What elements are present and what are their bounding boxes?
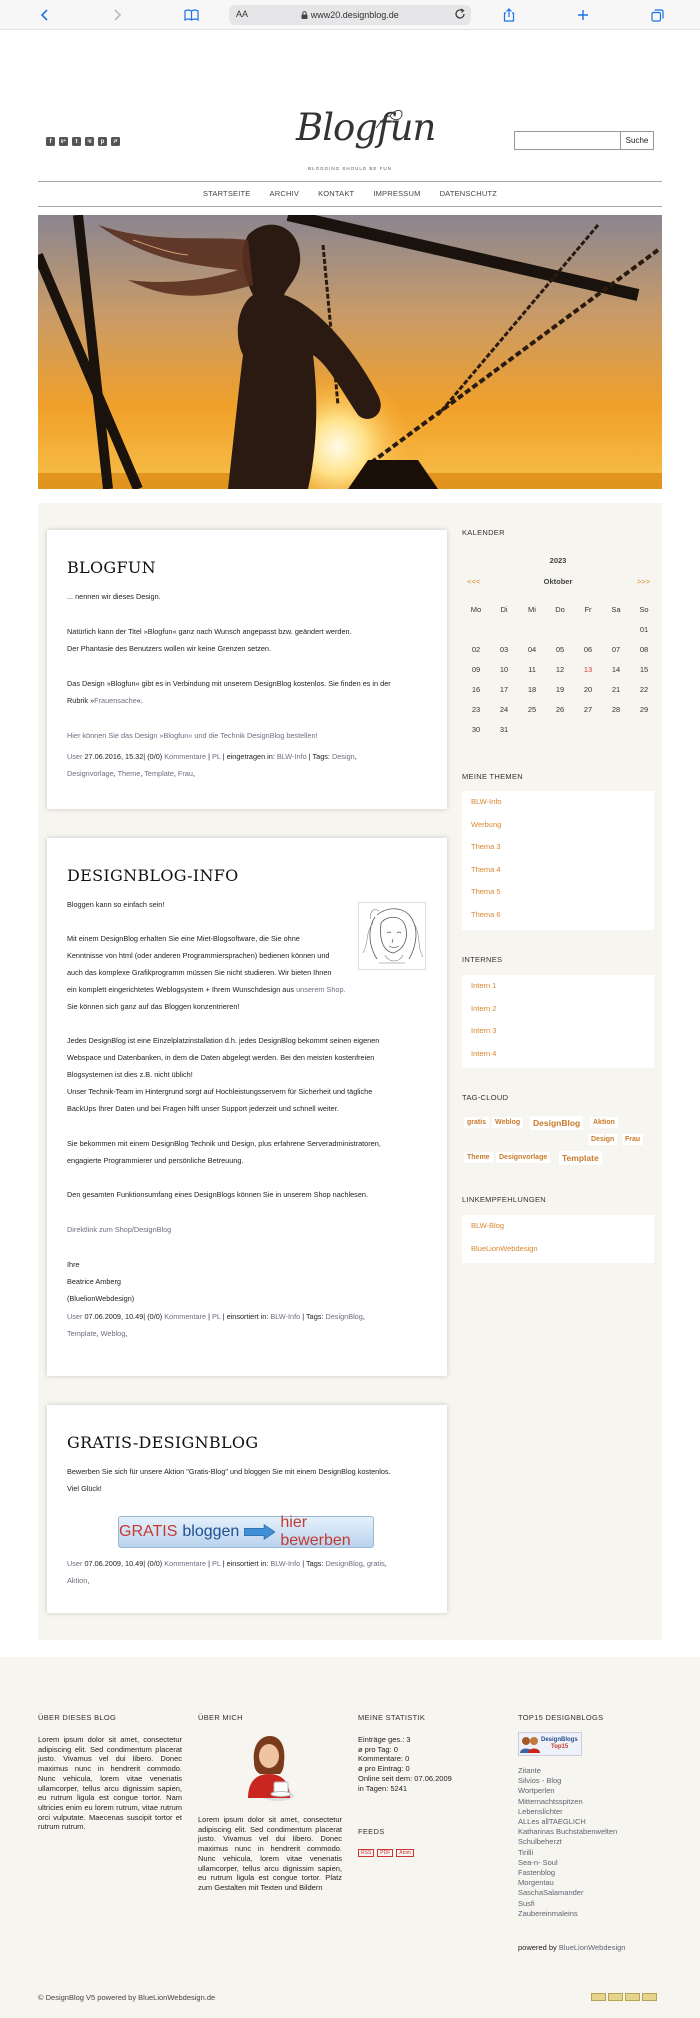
valid-xhtml-badge[interactable] — [608, 1993, 623, 2001]
post-meta-tags: Aktion, — [67, 1576, 90, 1585]
atom-feed-button[interactable]: Atom — [396, 1849, 414, 1857]
search-button[interactable]: Suche — [620, 131, 654, 150]
calendar-day[interactable]: 02 — [471, 645, 481, 654]
post-text: Bewerben Sie sich für unsere Aktion "Gratis-Blog" und bloggen Sie mit einem DesignBlog kostenlos. — [67, 1467, 391, 1476]
themes-heading: MEINE THEMEN — [462, 772, 523, 781]
permalink[interactable]: PL — [212, 1559, 221, 1568]
weekday: Mi — [528, 605, 536, 614]
calendar-week — [462, 725, 658, 745]
frauensache-link[interactable]: Frauensache — [94, 696, 137, 705]
post-gratis-designblog — [47, 1405, 447, 1613]
cloud-tag[interactable]: Template — [559, 1151, 602, 1165]
cloud-tag[interactable]: DesignBlog — [530, 1116, 583, 1130]
post-text: Der Phantasie des Benutzers wollen wir keine Grenzen setzen. — [67, 644, 272, 653]
calendar-day[interactable]: 03 — [499, 645, 509, 654]
cloud-tag[interactable]: Weblog — [492, 1117, 523, 1128]
top15-link[interactable]: SaschaSalamander — [518, 1888, 584, 1898]
calendar-week — [462, 685, 658, 705]
meta-user[interactable]: User — [67, 752, 83, 761]
intern-link[interactable]: Intern 2 — [471, 1003, 497, 1013]
calendar-day[interactable]: 17 — [499, 685, 509, 694]
post-meta: User 07.06.2009, 10.49| (0/0) Kommentare | PL | einsortiert in: BLW-Info | Tags: DesignBlog, — [67, 1312, 365, 1321]
reader-aa-button[interactable]: AA — [236, 9, 249, 19]
footer-me-text: Lorem ipsum dolor sit amet, consectetur adipiscing elit. Sed condimentum placerat justo. Vivamus vel dui libero. Donec maximus nunc in hendrerit commodo. Nunc vehicula, lorem vitae venenatis ullamcorper, tellus arcu dignissim sapien, eu rutrum ligula est congue tortor. Platz zum Gestalten mit Texten und Bildern — [198, 1815, 342, 1892]
post-meta-tags: Template, Weblog, — [67, 1329, 128, 1338]
post-text: Beatrice Amberg — [67, 1277, 121, 1286]
comments-link[interactable]: Kommentare — [164, 752, 207, 761]
calendar-day — [602, 725, 630, 745]
order-link[interactable]: Hier können Sie das Design »Blogfun« und die Technik DesignBlog bestellen! — [67, 731, 318, 740]
instagram-icon[interactable]: ig — [85, 137, 94, 146]
tag-link[interactable]: Design — [331, 752, 355, 761]
calendar-day[interactable]: 18 — [527, 685, 537, 694]
top15-badge[interactable] — [518, 1732, 582, 1756]
facebook-icon[interactable]: f — [46, 137, 55, 146]
post-text: Mit einem DesignBlog erhalten Sie eine Miet-Blogsoftware, die Sie ohne — [67, 934, 300, 943]
youtube-icon[interactable]: yt — [111, 137, 120, 146]
footer-me-heading: ÜBER MICH — [198, 1713, 243, 1722]
post-blogfun — [47, 530, 447, 809]
post-title[interactable]: GRATIS-DESIGNBLOG — [67, 1433, 259, 1452]
post-text: Bloggen kann so einfach sein! — [67, 900, 165, 909]
nav-archiv[interactable]: ARCHIV — [269, 189, 300, 198]
cloud-tag[interactable]: gratis — [464, 1117, 489, 1128]
theme-link[interactable]: Thema 3 — [471, 842, 501, 851]
calendar-day[interactable]: 05 — [555, 645, 565, 654]
top15-link[interactable]: Silvios - Blog — [518, 1776, 562, 1786]
tabs-icon[interactable] — [649, 7, 665, 23]
stat-line: Kommentare: 0 — [358, 1754, 410, 1764]
calendar-week — [462, 645, 658, 665]
lock-icon — [301, 11, 308, 19]
calendar-day[interactable]: 26 — [555, 705, 565, 714]
calendar-week — [462, 625, 658, 645]
calendar-day[interactable]: 11 — [528, 665, 536, 674]
social-icons — [46, 137, 120, 146]
post-text: auch das komplexe Grafikprogramm müssen Sie nicht studieren. Wir bieten Ihnen — [67, 968, 332, 977]
banner-text: bloggen — [182, 1523, 240, 1540]
calendar-prev[interactable]: <<< — [467, 577, 481, 586]
feeds-heading: FEEDS — [358, 1827, 385, 1836]
theme-link[interactable]: Thema 5 — [471, 887, 501, 896]
post-designblog-info — [47, 838, 447, 1376]
meta-date: 27.06.2016, 15.32 — [84, 752, 144, 761]
category-link[interactable]: BLW-Info — [270, 1559, 301, 1568]
post-text: Viel Glück! — [67, 1484, 102, 1493]
weekday: Fr — [584, 605, 592, 614]
top15-link[interactable]: Mitternachtsspitzen — [518, 1796, 583, 1806]
calendar-year: 2023 — [549, 556, 567, 565]
banner-text: GRATIS — [119, 1523, 178, 1540]
meta-label: eingetragen in: — [226, 752, 275, 761]
calendar-day — [574, 625, 602, 645]
back-icon[interactable] — [37, 7, 53, 23]
post-text: Natürlich kann der Titel »Blogfun« ganz nach Wunsch angepasst bzw. geändert werden. — [67, 627, 352, 636]
links-heading: LINKEMPFEHLUNGEN — [462, 1195, 546, 1204]
calendar-day — [518, 725, 546, 745]
address-bar[interactable] — [229, 5, 471, 25]
nav-datenschutz[interactable]: DATENSCHUTZ — [439, 189, 498, 198]
comments-link[interactable]: Kommentare — [164, 1312, 207, 1321]
intern-link[interactable]: Intern 4 — [471, 1048, 497, 1058]
nav-divider-bottom — [38, 206, 662, 207]
meta-date: 07.06.2009, 10.49 — [84, 1312, 144, 1321]
post-text: Das Design »Blogfun« gibt es in Verbindung mit unserem DesignBlog kostenlos. Sie finden es in der — [67, 679, 391, 688]
meta-counter: (0/0) — [147, 1559, 163, 1568]
twitter-icon[interactable]: t — [72, 137, 81, 146]
permalink[interactable]: PL — [212, 1312, 221, 1321]
weekday: Do — [555, 605, 565, 614]
meta-label: einsortiert in: — [226, 1312, 269, 1321]
post-text-part: ein komplett eingerichtetes Weblogsystem + Ihrem Wunschdesign aus — [67, 985, 297, 994]
browser-toolbar — [0, 0, 700, 30]
calendar-week — [462, 705, 658, 725]
calendar-day[interactable]: 31 — [499, 725, 509, 734]
post-text: Sie bekommen mit einem DesignBlog Technik und Design, plus erfahrene Serveradministratoren, — [67, 1139, 381, 1148]
category-link[interactable]: BLW-Info — [276, 752, 307, 761]
footer-top-heading: TOP15 DESIGNBLOGS — [518, 1713, 604, 1722]
post-text: BackUps Ihrer Daten und bei Fragen hilft unser Support jederzeit und schnell weiter. — [67, 1104, 339, 1113]
calendar-day — [490, 625, 518, 645]
meta-label: Tags: — [306, 1312, 324, 1321]
shop-link[interactable]: unserem Shop. — [296, 985, 346, 994]
theme-link[interactable]: Thema 4 — [471, 864, 501, 874]
permalink[interactable]: PL — [212, 752, 221, 761]
avatar-icon — [238, 1732, 302, 1804]
tag-link[interactable]: Template — [144, 769, 174, 778]
top15-link[interactable]: Fastenblog — [518, 1868, 556, 1878]
recommend-link[interactable]: BlueLionWebdesign — [471, 1243, 538, 1253]
tag-link[interactable]: DesignBlog — [325, 1559, 363, 1568]
valid-atom-badge[interactable] — [642, 1993, 657, 2001]
meta-date: 07.06.2009, 10.49 — [84, 1559, 144, 1568]
post-text: Webspace und Datenbanken, in dem die Daten abgelegt werden. Bei den meisten kostenfreien — [67, 1053, 375, 1062]
nav-kontakt[interactable]: KONTAKT — [318, 189, 355, 198]
calendar-weekdays — [462, 605, 658, 625]
pinterest-icon[interactable]: p — [98, 137, 107, 146]
top15-link[interactable]: Zitante — [518, 1766, 541, 1775]
stat-line: ø pro Tag: 0 — [358, 1744, 398, 1754]
top15-link[interactable]: Lebenslichter — [518, 1806, 563, 1816]
top15-link[interactable]: Katharinas Buchstabenwelten — [518, 1827, 618, 1837]
footer-about-heading: ÜBER DIESES BLOG — [38, 1713, 117, 1722]
rss-feed-button[interactable]: RSS — [358, 1849, 374, 1857]
calendar-day[interactable]: 15 — [639, 665, 649, 674]
calendar-day[interactable]: 27 — [583, 705, 593, 714]
pdf-feed-button[interactable]: PDF — [377, 1849, 393, 1857]
calendar-day[interactable]: 24 — [499, 705, 509, 714]
recommend-link[interactable]: BLW-Blog — [471, 1221, 505, 1230]
calendar-day — [462, 625, 490, 645]
shop-direct-link[interactable]: Direktlink zum Shop/DesignBlog — [67, 1225, 172, 1234]
calendar-day — [518, 625, 546, 645]
calendar-day[interactable]: 09 — [471, 665, 481, 674]
calendar-day[interactable]: 12 — [555, 665, 565, 674]
calendar-day — [574, 725, 602, 745]
header-image — [38, 215, 662, 489]
weekday: Sa — [611, 605, 621, 614]
cloud-tag[interactable]: Designvorlage — [496, 1152, 550, 1163]
nav-impressum[interactable]: IMPRESSUM — [373, 189, 421, 198]
calendar-day — [602, 625, 630, 645]
category-link[interactable]: BLW-Info — [270, 1312, 301, 1321]
valid-rss-badge[interactable] — [625, 1993, 640, 2001]
post-title[interactable]: BLOGFUN — [67, 558, 156, 577]
links-list — [462, 1215, 654, 1263]
top15-link[interactable]: Susfi — [518, 1898, 535, 1908]
stat-line: Einträge ges.: 3 — [358, 1735, 411, 1744]
top15-link[interactable]: Morgentau — [518, 1878, 554, 1888]
banner-text: hier bewerben — [280, 1514, 351, 1549]
calendar-day[interactable]: 04 — [527, 645, 537, 654]
tag-link[interactable]: Theme — [117, 769, 141, 778]
cloud-tag[interactable]: Theme — [464, 1152, 493, 1163]
stat-line: Online seit dem: 07.06.2009 — [358, 1773, 452, 1783]
weekday: So — [639, 605, 649, 614]
arrow-right-icon — [244, 1524, 275, 1540]
post-text: Ihre — [67, 1260, 80, 1269]
post-text: Den gesamten Funktionsumfang eines DesignBlogs können Sie in unserem Shop nachlesen. — [67, 1190, 368, 1199]
cloud-tag[interactable]: Frau — [622, 1134, 643, 1145]
cloud-tag[interactable]: Aktion — [590, 1117, 618, 1128]
calendar-day[interactable]: 10 — [499, 665, 509, 674]
post-text — [67, 696, 435, 706]
badge-label: Top15 — [551, 1744, 569, 1750]
top15-link[interactable]: Sea-n- Soul — [518, 1857, 558, 1867]
tag-link[interactable]: Frau — [177, 769, 193, 778]
url-label: www20.designblog.de — [310, 10, 399, 20]
top15-link[interactable]: Schulbeherzt — [518, 1837, 562, 1847]
tag-link[interactable]: gratis — [366, 1559, 385, 1568]
calendar-day[interactable]: 01 — [639, 625, 649, 634]
post-text: Sie können sich ganz auf das Bloggen konzentrieren! — [67, 1002, 240, 1011]
meta-label: Tags: — [312, 752, 330, 761]
internes-list — [462, 975, 654, 1068]
calendar-week — [462, 665, 658, 685]
forward-icon[interactable] — [109, 7, 125, 23]
meta-user[interactable]: User — [67, 1312, 83, 1321]
post-text — [67, 985, 435, 995]
footer-stats-heading: MEINE STATISTIK — [358, 1713, 426, 1722]
calendar-day[interactable]: 08 — [639, 645, 649, 654]
new-tab-icon[interactable] — [575, 7, 591, 23]
weekday: Mo — [470, 605, 482, 614]
themes-list — [462, 791, 654, 930]
calendar-day[interactable]: 19 — [555, 685, 565, 694]
post-text: ... nennen wir dieses Design. — [67, 592, 161, 601]
calendar-heading: KALENDER — [462, 528, 505, 537]
calendar-day[interactable]: 07 — [611, 645, 621, 654]
comments-link[interactable]: Kommentare — [164, 1559, 207, 1568]
post-text: Kenntnisse von html (oder anderen Programmiersprachen) bedienen können und — [67, 951, 330, 960]
share-icon[interactable] — [501, 7, 517, 23]
meta-counter: (0/0) — [147, 1312, 163, 1321]
calendar-day[interactable]: 23 — [471, 705, 481, 714]
calendar-month: Oktober — [543, 577, 573, 586]
calendar-day[interactable]: 29 — [639, 705, 649, 714]
calendar-day — [546, 725, 574, 745]
stat-line: in Tagen: 5241 — [358, 1783, 408, 1793]
meta-label: einsortiert in: — [226, 1559, 269, 1568]
post-text: engagierte Programmierer und persönliche Betreuung. — [67, 1156, 244, 1165]
reload-icon[interactable] — [454, 8, 466, 22]
calendar-day — [630, 725, 658, 745]
people-icon — [519, 1733, 541, 1755]
theme-link[interactable]: Thema 6 — [471, 909, 501, 919]
top15-link[interactable]: Tirilli — [518, 1847, 534, 1857]
bookmarks-icon[interactable] — [183, 7, 199, 23]
tag-link[interactable]: Template — [67, 1329, 97, 1338]
post-meta-tags: Designvorlage, Theme, Template, Frau, — [67, 769, 195, 778]
meta-user[interactable]: User — [67, 1559, 83, 1568]
nav-divider-top — [38, 181, 662, 182]
tag-link[interactable]: Aktion — [67, 1576, 88, 1585]
intern-link[interactable]: Intern 1 — [471, 981, 497, 990]
calendar-day[interactable]: 25 — [527, 705, 537, 714]
powered-by — [518, 1943, 625, 1953]
tag-link[interactable]: DesignBlog — [325, 1312, 363, 1321]
post-title[interactable]: DESIGNBLOG-INFO — [67, 866, 239, 885]
calendar-day[interactable]: 30 — [471, 725, 481, 734]
post-text: Unser Technik-Team im Hintergrund sorgt auf Hochleistungsservern für Sicherheit und tägliche — [67, 1087, 373, 1096]
powered-by-link[interactable]: BlueLionWebdesign — [558, 1943, 626, 1952]
valid-css-badge[interactable] — [591, 1993, 606, 2001]
calendar-day[interactable]: 14 — [611, 665, 621, 674]
heart-icon — [372, 102, 408, 130]
post-text-part: Rubrik » — [67, 696, 95, 705]
nav-startseite[interactable]: STARTSEITE — [202, 189, 251, 198]
post-text: (BluelionWebdesign) — [67, 1294, 135, 1303]
calendar-day[interactable]: 13 — [583, 665, 593, 674]
top15-badge-text — [541, 1737, 578, 1751]
top15-link[interactable]: ALLes allTAEGLICH — [518, 1817, 586, 1827]
top15-link[interactable]: Zaubereinmaleins — [518, 1908, 578, 1918]
search-input[interactable] — [514, 131, 621, 150]
top15-link[interactable]: Wortperlen — [518, 1786, 555, 1796]
calendar-day[interactable]: 21 — [611, 685, 621, 694]
feed-buttons — [358, 1849, 417, 1857]
calendar-day[interactable]: 06 — [583, 645, 593, 654]
post-meta: User 07.06.2009, 10.49| (0/0) Kommentare | PL | einsortiert in: BLW-Info | Tags: DesignBlog, gratis, — [67, 1559, 387, 1568]
calendar-day[interactable]: 20 — [583, 685, 593, 694]
internes-heading: INTERNES — [462, 955, 503, 964]
calendar-day[interactable]: 22 — [639, 685, 649, 694]
logo-wordmark: Blogfun — [296, 106, 436, 149]
calendar-day — [546, 625, 574, 645]
tagcloud-heading: TAG-CLOUD — [462, 1093, 509, 1102]
powered-label: powered by — [518, 1943, 557, 1952]
post-text-part: «. — [136, 696, 143, 705]
copyright: © DesignBlog V5 powered by BlueLionWebdesign.de — [38, 1993, 216, 2002]
calendar-day[interactable]: 16 — [471, 685, 481, 694]
cloud-tag[interactable]: Design — [588, 1134, 617, 1145]
theme-link[interactable]: Werbung — [471, 819, 502, 829]
badge-label: DesignBlogs — [541, 1737, 578, 1743]
top15-list — [518, 1766, 617, 1919]
theme-link[interactable]: BLW-Info — [471, 797, 502, 806]
gratis-banner[interactable] — [118, 1516, 374, 1548]
post-meta: User 27.06.2016, 15.32| (0/0) Kommentare | PL | eingetragen in: BLW-Info | Tags: Design, — [67, 752, 357, 761]
main-nav — [38, 189, 662, 198]
intern-link[interactable]: Intern 3 — [471, 1026, 497, 1035]
google-plus-icon[interactable]: g+ — [59, 137, 68, 146]
stats-list — [358, 1735, 452, 1793]
meta-counter: (0/0) — [147, 752, 163, 761]
calendar-day[interactable]: 28 — [611, 705, 621, 714]
tag-link[interactable]: Weblog — [100, 1329, 126, 1338]
meta-label: Tags: — [306, 1559, 324, 1568]
tag-link[interactable]: Designvorlage — [67, 769, 114, 778]
url-text — [229, 10, 471, 20]
stat-line: ø pro Eintrag: 0 — [358, 1764, 410, 1774]
site-logo[interactable] — [292, 100, 436, 178]
weekday: Di — [500, 605, 508, 614]
post-text: Jedes DesignBlog ist eine Einzelplatzinstallation d.h. jedes DesignBlog bekommt seinen eigenen — [67, 1036, 380, 1045]
footer-about-text: Lorem ipsum dolor sit amet, consectetur adipiscing elit. Sed condimentum placerat justo. Vivamus vel dui libero. Donec maximus nunc in hendrerit commodo. Nunc vehicula, lorem vitae venenatis ullamcorper, tellus arcu dignissim sapien, eu rutrum ligula est congue tortor. Nam ultricies enim eu lorem rutrum, vitae rutrum orci vulputate. Maecenas suscipit tortor et rutrum rutrum. — [38, 1735, 182, 1832]
calendar-grid — [462, 605, 658, 745]
calendar-next[interactable]: >>> — [637, 577, 651, 586]
post-text: Blogsystemen ist dies z.B. nicht üblich! — [67, 1070, 193, 1079]
logo-tagline: BLOGGING SHOULD BE FUN — [308, 166, 392, 171]
